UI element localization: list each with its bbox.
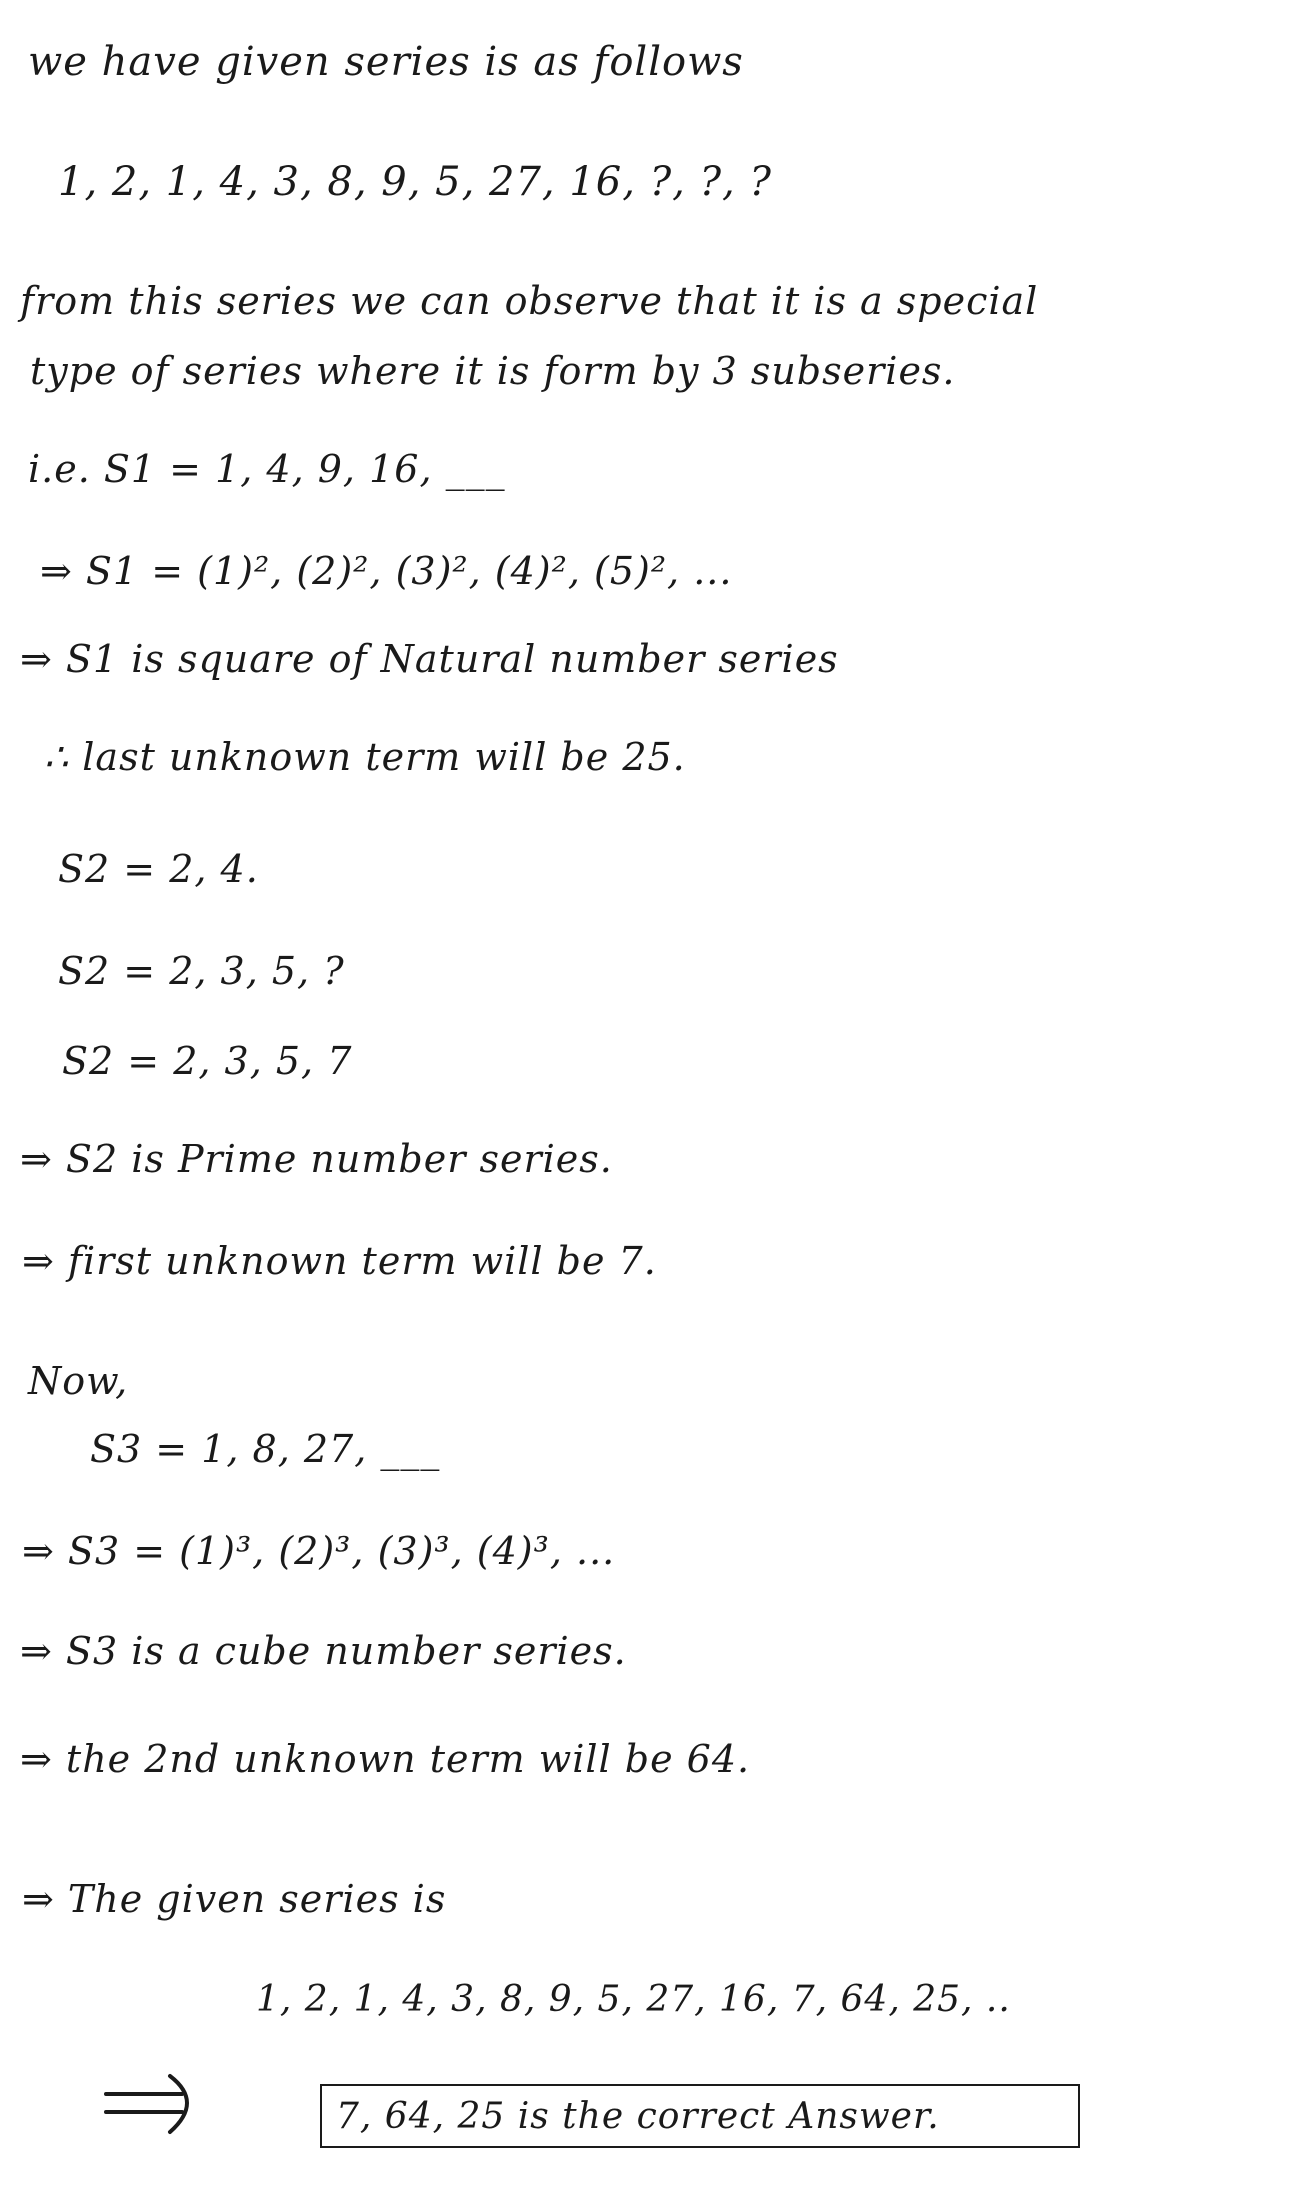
s3-description: ⇒ S3 is a cube number series. — [20, 1629, 627, 1673]
s2-terms-short: S2 = 2, 4. — [58, 847, 259, 891]
s3-terms: S3 = 1, 8, 27, ___ — [90, 1427, 441, 1471]
now-label: Now, — [28, 1359, 129, 1403]
s1-squares: ⇒ S1 = (1)², (2)², (3)², (4)², (5)², ... — [40, 549, 733, 593]
observation-line-2: type of series where it is form by 3 subseries. — [30, 349, 956, 393]
final-series-heading: ⇒ The given series is — [22, 1877, 447, 1921]
implies-arrow-icon — [100, 2070, 210, 2140]
answer-text: 7, 64, 25 is the correct Answer. — [336, 2096, 940, 2137]
s2-terms-unknown: S2 = 2, 3, 5, ? — [58, 949, 345, 993]
final-series: 1, 2, 1, 4, 3, 8, 9, 5, 27, 16, 7, 64, 25, .. — [256, 1979, 1011, 2020]
given-series: 1, 2, 1, 4, 3, 8, 9, 5, 27, 16, ?, ?, ? — [58, 159, 772, 205]
s1-conclusion: ∴ last unknown term will be 25. — [44, 735, 686, 779]
s1-terms: i.e. S1 = 1, 4, 9, 16, ___ — [28, 447, 506, 491]
answer-box — [320, 2084, 1080, 2148]
intro-line: we have given series is as follows — [28, 39, 744, 85]
s2-description: ⇒ S2 is Prime number series. — [20, 1137, 613, 1181]
s1-description: ⇒ S1 is square of Natural number series — [20, 637, 839, 681]
s2-terms-complete: S2 = 2, 3, 5, 7 — [62, 1039, 353, 1083]
s3-conclusion: ⇒ the 2nd unknown term will be 64. — [20, 1737, 751, 1781]
observation-line-1: from this series we can observe that it is a special — [20, 279, 1039, 323]
s2-conclusion: ⇒ first unknown term will be 7. — [22, 1239, 657, 1283]
s3-cubes: ⇒ S3 = (1)³, (2)³, (3)³, (4)³, ... — [22, 1529, 616, 1573]
